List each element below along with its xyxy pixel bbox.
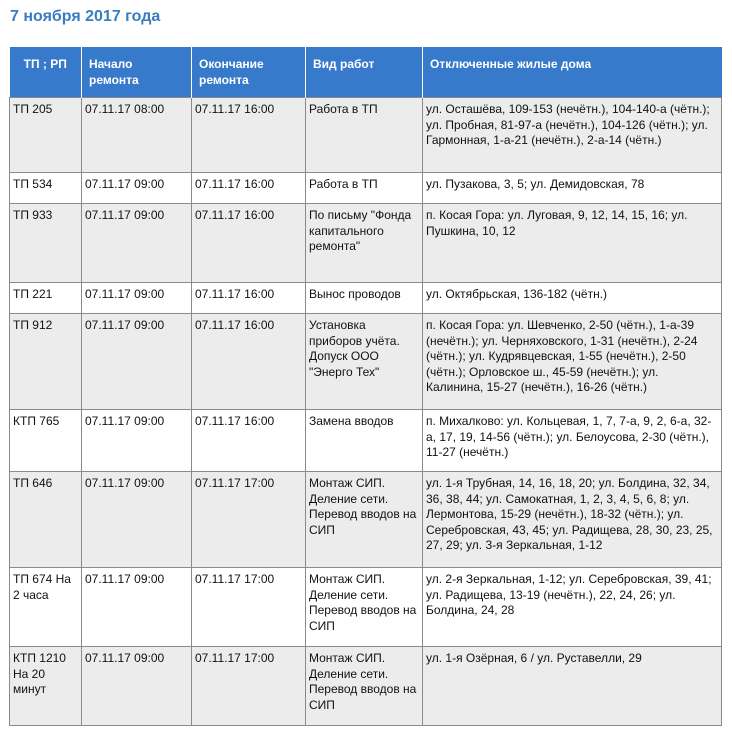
cell-end: 07.11.17 16:00 bbox=[192, 283, 306, 314]
cell-start: 07.11.17 09:00 bbox=[82, 204, 192, 283]
header-end: Окончание ремонта bbox=[192, 47, 306, 98]
table-row bbox=[10, 314, 722, 410]
cell-end: 07.11.17 16:00 bbox=[192, 98, 306, 173]
cell-houses: ул. 1-я Озёрная, 6 / ул. Руставелли, 29 bbox=[423, 647, 722, 726]
cell-end: 07.11.17 16:00 bbox=[192, 410, 306, 472]
cell-start: 07.11.17 09:00 bbox=[82, 472, 192, 568]
cell-tp: ТП 646 bbox=[10, 472, 82, 568]
page-title: 7 ноября 2017 года bbox=[10, 8, 161, 25]
table-row bbox=[10, 568, 722, 647]
cell-work: Монтаж СИП. Деление сети. Перевод вводов на СИП bbox=[306, 647, 423, 726]
cell-end: 07.11.17 17:00 bbox=[192, 472, 306, 568]
header-houses: Отключенные жилые дома bbox=[423, 47, 722, 98]
cell-tp: ТП 912 bbox=[10, 314, 82, 410]
cell-start: 07.11.17 09:00 bbox=[82, 410, 192, 472]
cell-work: Работа в ТП bbox=[306, 98, 423, 173]
cell-start: 07.11.17 08:00 bbox=[82, 98, 192, 173]
cell-tp: ТП 933 bbox=[10, 204, 82, 283]
cell-houses: п. Михалково: ул. Кольцевая, 1, 7, 7-а, 9, 2, 6-а, 32-а, 17, 19, 14-56 (чётн.); ул. Белоусова, 2-30 (чётн.), 11-27 (нечётн.) bbox=[423, 410, 722, 472]
cell-work: Монтаж СИП. Деление сети. Перевод вводов на СИП bbox=[306, 568, 423, 647]
cell-tp: ТП 534 bbox=[10, 173, 82, 204]
cell-work: Замена вводов bbox=[306, 410, 423, 472]
header-tp: ТП ; РП bbox=[10, 47, 82, 98]
cell-end: 07.11.17 17:00 bbox=[192, 568, 306, 647]
cell-houses: п. Косая Гора: ул. Шевченко, 2-50 (чётн.), 1-а-39 (нечётн.); ул. Черняховского, 1-31 (нечётн.), 2-24 (чётн.); ул. Кудрявцевская, 1-55 (нечётн.), 2-50 (чётн.); Орловское ш., 45-59 (нечётн.); ул. Калинина, 15-27 (нечётн.), 16-26 (чётн.) bbox=[423, 314, 722, 410]
cell-houses: ул. 1-я Трубная, 14, 16, 18, 20; ул. Болдина, 32, 34, 36, 38, 44; ул. Самокатная, 1, 2, 3, 4, 5, 6, 8; ул. Лермонтова, 15-29 (нечётн.), 18-32 (чётн.); ул. Серебровская, 43, 45; ул. Радищева, 28, 30, 23, 25, 27, 29; ул. 3-я Зеркальная, 1-12 bbox=[423, 472, 722, 568]
cell-work: Монтаж СИП. Деление сети. Перевод вводов на СИП bbox=[306, 472, 423, 568]
table-row bbox=[10, 647, 722, 726]
cell-tp: ТП 221 bbox=[10, 283, 82, 314]
header-work-type: Вид работ bbox=[306, 47, 423, 98]
cell-houses: ул. Осташёва, 109-153 (нечётн.), 104-140-а (чётн.); ул. Пробная, 81-97-а (нечётн.), 104-126 (чётн.); ул. Гармонная, 1-а-21 (нечётн.), 2-а-14 (чётн.) bbox=[423, 98, 722, 173]
table-row bbox=[10, 410, 722, 472]
table-header-row bbox=[10, 47, 722, 98]
cell-end: 07.11.17 17:00 bbox=[192, 647, 306, 726]
cell-tp: ТП 205 bbox=[10, 98, 82, 173]
cell-start: 07.11.17 09:00 bbox=[82, 173, 192, 204]
cell-start: 07.11.17 09:00 bbox=[82, 647, 192, 726]
cell-houses: ул. Пузакова, 3, 5; ул. Демидовская, 78 bbox=[423, 173, 722, 204]
cell-tp: КТП 1210 На 20 минут bbox=[10, 647, 82, 726]
cell-work: Установка приборов учёта. Допуск ООО "Энерго Тех" bbox=[306, 314, 423, 410]
cell-tp: КТП 765 bbox=[10, 410, 82, 472]
table-row bbox=[10, 204, 722, 283]
table-row bbox=[10, 472, 722, 568]
cell-start: 07.11.17 09:00 bbox=[82, 314, 192, 410]
table-row bbox=[10, 173, 722, 204]
cell-tp: ТП 674 На 2 часа bbox=[10, 568, 82, 647]
cell-work: Работа в ТП bbox=[306, 173, 423, 204]
cell-houses: ул. Октябрьская, 136-182 (чётн.) bbox=[423, 283, 722, 314]
cell-work: Вынос проводов bbox=[306, 283, 423, 314]
cell-end: 07.11.17 16:00 bbox=[192, 173, 306, 204]
cell-end: 07.11.17 16:00 bbox=[192, 314, 306, 410]
cell-houses: ул. 2-я Зеркальная, 1-12; ул. Серебровская, 39, 41; ул. Радищева, 13-19 (нечётн.), 22, 24, 26; ул. Болдина, 24, 28 bbox=[423, 568, 722, 647]
cell-start: 07.11.17 09:00 bbox=[82, 283, 192, 314]
cell-end: 07.11.17 16:00 bbox=[192, 204, 306, 283]
table-row bbox=[10, 98, 722, 173]
cell-start: 07.11.17 09:00 bbox=[82, 568, 192, 647]
header-start: Начало ремонта bbox=[82, 47, 192, 98]
cell-houses: п. Косая Гора: ул. Луговая, 9, 12, 14, 15, 16; ул. Пушкина, 10, 12 bbox=[423, 204, 722, 283]
cell-work: По письму "Фонда капитального ремонта" bbox=[306, 204, 423, 283]
outage-table bbox=[9, 47, 722, 726]
table-row bbox=[10, 283, 722, 314]
